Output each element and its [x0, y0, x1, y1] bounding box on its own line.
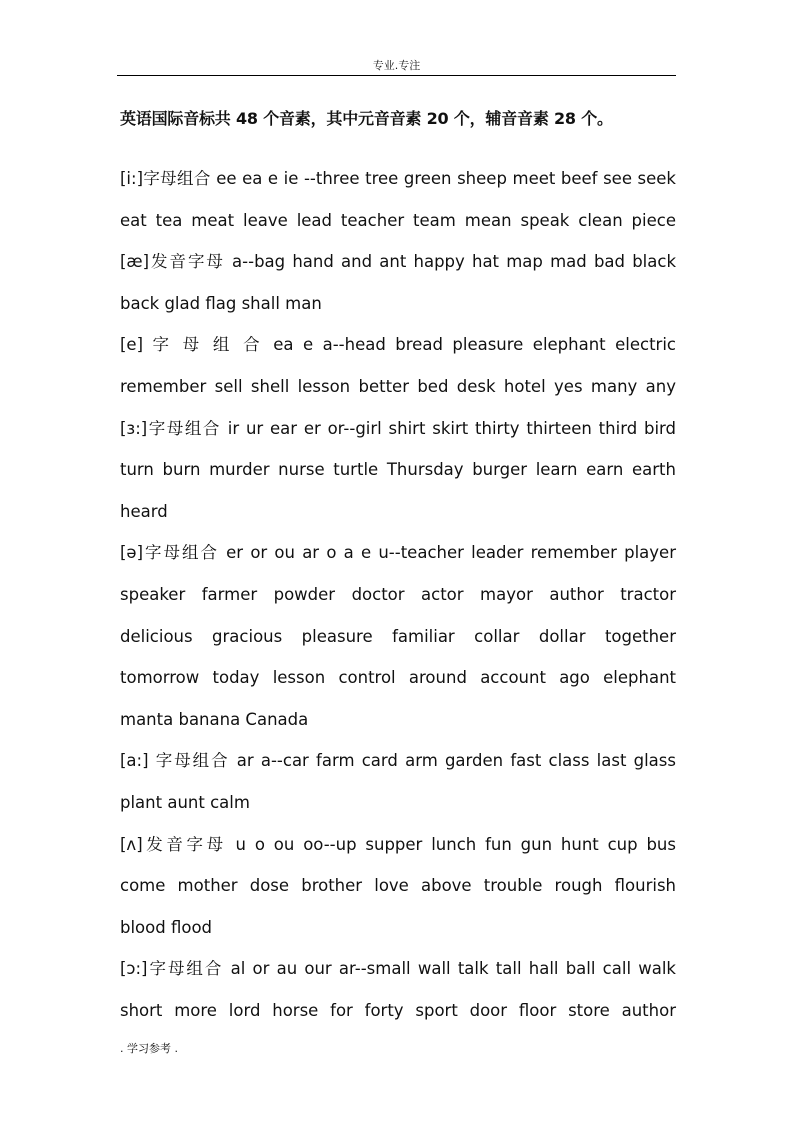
- text-line: tomorrow today lesson control around account ago elephant: [120, 668, 676, 688]
- text-line: eat tea meat leave lead teacher team mean speak clean piece: [120, 210, 676, 230]
- text-line: manta banana Canada: [120, 709, 309, 729]
- text-line: short more lord horse for forty sport door floor store author: [120, 1000, 676, 1020]
- text-line: [ə]字母组合 er or ou ar o a e u--teacher leader remember player: [120, 543, 676, 563]
- page-header: 专业.专注: [117, 57, 676, 76]
- text-line: [ʌ]发音字母 u o ou oo--up supper lunch fun gun hunt cup bus: [120, 834, 676, 854]
- phonetics-content: [120, 158, 676, 1031]
- text-line: speaker farmer powder doctor actor mayor author tractor: [120, 584, 676, 604]
- text-line: plant aunt calm: [120, 792, 250, 812]
- document-title: 英语国际音标共 48 个音素，其中元音音素 20 个，辅音音素 28 个。: [120, 109, 613, 128]
- text-line: blood flood: [120, 917, 213, 937]
- text-line: [e] 字 母 组 合 ea e a--head bread pleasure elephant electric: [120, 335, 676, 355]
- text-line: [ɜ:]字母组合 ir ur ear er or--girl shirt skirt thirty thirteen third bird: [120, 418, 676, 438]
- text-line: [a:] 字母组合 ar a--car farm card arm garden fast class last glass: [120, 751, 676, 771]
- text-line: turn burn murder nurse turtle Thursday burger learn earn earth: [120, 460, 676, 480]
- text-line: back glad flag shall man: [120, 293, 322, 313]
- text-line: delicious gracious pleasure familiar collar dollar together: [120, 626, 676, 646]
- text-line: [æ]发音字母 a--bag hand and ant happy hat map mad bad black: [120, 252, 676, 272]
- text-line: heard: [120, 501, 168, 521]
- text-line: come mother dose brother love above trouble rough flourish: [120, 876, 676, 896]
- text-line: [ɔ:]字母组合 al or au our ar--small wall talk tall hall ball call walk: [120, 959, 676, 979]
- text-line: remember sell shell lesson better bed desk hotel yes many any: [120, 376, 676, 396]
- text-line: [i:]字母组合 ee ea e ie --three tree green sheep meet beef see seek: [120, 169, 676, 188]
- page-footer: . 学习参考 .: [120, 1042, 178, 1055]
